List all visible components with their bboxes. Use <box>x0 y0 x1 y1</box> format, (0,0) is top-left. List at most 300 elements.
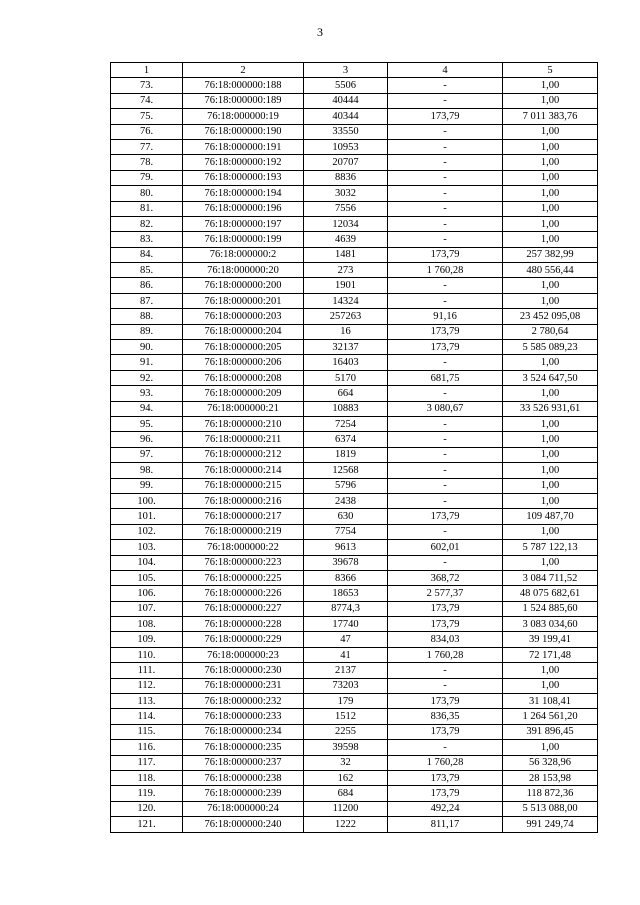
cadastral-number-cell: 76:18:000000:203 <box>183 309 304 324</box>
rate-cell: - <box>388 663 503 678</box>
table-row <box>111 740 598 755</box>
table-row <box>111 447 598 462</box>
area-cell: 73203 <box>304 678 388 693</box>
area-cell: 20707 <box>304 155 388 170</box>
value-cell: 1,00 <box>503 78 598 93</box>
table-row <box>111 493 598 508</box>
area-cell: 5796 <box>304 478 388 493</box>
row-index-cell: 119. <box>111 786 183 801</box>
row-index-cell: 120. <box>111 801 183 816</box>
area-cell: 2438 <box>304 493 388 508</box>
cadastral-number-cell: 76:18:000000:22 <box>183 540 304 555</box>
rate-cell: - <box>388 493 503 508</box>
cadastral-number-cell: 76:18:000000:214 <box>183 463 304 478</box>
row-index-cell: 74. <box>111 93 183 108</box>
value-cell: 5 585 089,23 <box>503 340 598 355</box>
table-row <box>111 817 598 832</box>
table-row <box>111 124 598 139</box>
area-cell: 257263 <box>304 309 388 324</box>
area-cell: 39678 <box>304 555 388 570</box>
table-row <box>111 478 598 493</box>
table-row <box>111 324 598 339</box>
table-row <box>111 724 598 739</box>
value-cell: 1,00 <box>503 232 598 247</box>
rate-cell: 1 760,28 <box>388 647 503 662</box>
rate-cell: - <box>388 416 503 431</box>
cadastral-number-cell: 76:18:000000:191 <box>183 139 304 154</box>
value-cell: 1,00 <box>503 386 598 401</box>
cadastral-number-cell: 76:18:000000:240 <box>183 817 304 832</box>
value-cell: 1,00 <box>503 155 598 170</box>
table-row <box>111 247 598 262</box>
value-cell: 48 075 682,61 <box>503 586 598 601</box>
rate-cell: 1 760,28 <box>388 755 503 770</box>
row-index-cell: 86. <box>111 278 183 293</box>
cadastral-number-cell: 76:18:000000:211 <box>183 432 304 447</box>
cadastral-number-cell: 76:18:000000:226 <box>183 586 304 601</box>
cadastral-number-cell: 76:18:000000:233 <box>183 709 304 724</box>
rate-cell: 811,17 <box>388 817 503 832</box>
value-cell: 2 780,64 <box>503 324 598 339</box>
row-index-cell: 94. <box>111 401 183 416</box>
table-row <box>111 570 598 585</box>
table-row <box>111 678 598 693</box>
value-cell: 1,00 <box>503 293 598 308</box>
table-row <box>111 555 598 570</box>
row-index-cell: 117. <box>111 755 183 770</box>
cadastral-number-cell: 76:18:000000:19 <box>183 109 304 124</box>
row-index-cell: 90. <box>111 340 183 355</box>
area-cell: 47 <box>304 632 388 647</box>
area-cell: 8836 <box>304 170 388 185</box>
value-cell: 109 487,70 <box>503 509 598 524</box>
rate-cell: 173,79 <box>388 340 503 355</box>
table-row <box>111 216 598 231</box>
cadastral-number-cell: 76:18:000000:217 <box>183 509 304 524</box>
row-index-cell: 76. <box>111 124 183 139</box>
column-number-3: 3 <box>304 63 388 78</box>
row-index-cell: 113. <box>111 694 183 709</box>
rate-cell: 681,75 <box>388 370 503 385</box>
cadastral-number-cell: 76:18:000000:210 <box>183 416 304 431</box>
cadastral-number-cell: 76:18:000000:188 <box>183 78 304 93</box>
cadastral-number-cell: 76:18:000000:200 <box>183 278 304 293</box>
value-cell: 1,00 <box>503 201 598 216</box>
row-index-cell: 114. <box>111 709 183 724</box>
cadastral-number-cell: 76:18:000000:201 <box>183 293 304 308</box>
cadastral-number-cell: 76:18:000000:196 <box>183 201 304 216</box>
value-cell: 3 084 711,52 <box>503 570 598 585</box>
value-cell: 991 249,74 <box>503 817 598 832</box>
area-cell: 1901 <box>304 278 388 293</box>
area-cell: 9613 <box>304 540 388 555</box>
area-cell: 664 <box>304 386 388 401</box>
row-index-cell: 75. <box>111 109 183 124</box>
cadastral-number-cell: 76:18:000000:23 <box>183 647 304 662</box>
row-index-cell: 110. <box>111 647 183 662</box>
table-row <box>111 293 598 308</box>
area-cell: 33550 <box>304 124 388 139</box>
row-index-cell: 78. <box>111 155 183 170</box>
table-row <box>111 109 598 124</box>
rate-cell: - <box>388 186 503 201</box>
table-row <box>111 355 598 370</box>
area-cell: 684 <box>304 786 388 801</box>
cadastral-number-cell: 76:18:000000:205 <box>183 340 304 355</box>
value-cell: 257 382,99 <box>503 247 598 262</box>
area-cell: 40344 <box>304 109 388 124</box>
rate-cell: - <box>388 278 503 293</box>
value-cell: 1,00 <box>503 186 598 201</box>
table-body <box>111 63 598 833</box>
table-row <box>111 263 598 278</box>
value-cell: 33 526 931,61 <box>503 401 598 416</box>
row-index-cell: 116. <box>111 740 183 755</box>
rate-cell: 173,79 <box>388 617 503 632</box>
area-cell: 1819 <box>304 447 388 462</box>
value-cell: 1,00 <box>503 278 598 293</box>
cadastral-number-cell: 76:18:000000:223 <box>183 555 304 570</box>
value-cell: 1,00 <box>503 663 598 678</box>
table-row <box>111 370 598 385</box>
value-cell: 1,00 <box>503 447 598 462</box>
table-row <box>111 170 598 185</box>
column-number-5: 5 <box>503 63 598 78</box>
rate-cell: - <box>388 478 503 493</box>
table-row <box>111 755 598 770</box>
rate-cell: - <box>388 216 503 231</box>
cadastral-number-cell: 76:18:000000:239 <box>183 786 304 801</box>
value-cell: 31 108,41 <box>503 694 598 709</box>
area-cell: 2255 <box>304 724 388 739</box>
row-index-cell: 111. <box>111 663 183 678</box>
table-header-row <box>111 63 598 78</box>
value-cell: 28 153,98 <box>503 770 598 785</box>
column-number-1: 1 <box>111 63 183 78</box>
cadastral-number-cell: 76:18:000000:204 <box>183 324 304 339</box>
row-index-cell: 87. <box>111 293 183 308</box>
area-cell: 8774,3 <box>304 601 388 616</box>
rate-cell: - <box>388 432 503 447</box>
cadastral-number-cell: 76:18:000000:194 <box>183 186 304 201</box>
row-index-cell: 102. <box>111 524 183 539</box>
value-cell: 1,00 <box>503 493 598 508</box>
cadastral-number-cell: 76:18:000000:209 <box>183 386 304 401</box>
page-number: 3 <box>317 25 323 39</box>
cadastral-number-cell: 76:18:000000:24 <box>183 801 304 816</box>
table-row <box>111 663 598 678</box>
value-cell: 1,00 <box>503 139 598 154</box>
rate-cell: - <box>388 170 503 185</box>
value-cell: 118 872,36 <box>503 786 598 801</box>
rate-cell: 173,79 <box>388 509 503 524</box>
value-cell: 1,00 <box>503 678 598 693</box>
cadastral-number-cell: 76:18:000000:230 <box>183 663 304 678</box>
rate-cell: - <box>388 740 503 755</box>
area-cell: 18653 <box>304 586 388 601</box>
rate-cell: 173,79 <box>388 109 503 124</box>
row-index-cell: 82. <box>111 216 183 231</box>
cadastral-number-cell: 76:18:000000:229 <box>183 632 304 647</box>
table-row <box>111 78 598 93</box>
table-row <box>111 709 598 724</box>
cadastral-number-cell: 76:18:000000:231 <box>183 678 304 693</box>
row-index-cell: 99. <box>111 478 183 493</box>
table-row <box>111 386 598 401</box>
table-row <box>111 647 598 662</box>
row-index-cell: 103. <box>111 540 183 555</box>
cadastral-number-cell: 76:18:000000:225 <box>183 570 304 585</box>
cadastral-number-cell: 76:18:000000:189 <box>183 93 304 108</box>
cadastral-number-cell: 76:18:000000:190 <box>183 124 304 139</box>
cadastral-number-cell: 76:18:000000:216 <box>183 493 304 508</box>
rate-cell: 173,79 <box>388 601 503 616</box>
row-index-cell: 85. <box>111 263 183 278</box>
cadastral-number-cell: 76:18:000000:227 <box>183 601 304 616</box>
rate-cell: - <box>388 124 503 139</box>
row-index-cell: 73. <box>111 78 183 93</box>
value-cell: 1,00 <box>503 216 598 231</box>
area-cell: 162 <box>304 770 388 785</box>
table-row <box>111 617 598 632</box>
table-row <box>111 340 598 355</box>
row-index-cell: 95. <box>111 416 183 431</box>
area-cell: 3032 <box>304 186 388 201</box>
table-row <box>111 432 598 447</box>
row-index-cell: 83. <box>111 232 183 247</box>
table-row <box>111 801 598 816</box>
rate-cell: 602,01 <box>388 540 503 555</box>
row-index-cell: 104. <box>111 555 183 570</box>
area-cell: 273 <box>304 263 388 278</box>
area-cell: 32137 <box>304 340 388 355</box>
column-number-4: 4 <box>388 63 503 78</box>
row-index-cell: 89. <box>111 324 183 339</box>
land-parcels-table <box>110 62 598 833</box>
value-cell: 1,00 <box>503 355 598 370</box>
cadastral-number-cell: 76:18:000000:228 <box>183 617 304 632</box>
area-cell: 4639 <box>304 232 388 247</box>
value-cell: 1,00 <box>503 555 598 570</box>
area-cell: 6374 <box>304 432 388 447</box>
table-row <box>111 694 598 709</box>
cadastral-number-cell: 76:18:000000:234 <box>183 724 304 739</box>
row-index-cell: 81. <box>111 201 183 216</box>
cadastral-number-cell: 76:18:000000:20 <box>183 263 304 278</box>
rate-cell: - <box>388 78 503 93</box>
table-row <box>111 139 598 154</box>
cadastral-number-cell: 76:18:000000:193 <box>183 170 304 185</box>
row-index-cell: 84. <box>111 247 183 262</box>
area-cell: 5506 <box>304 78 388 93</box>
table-row <box>111 278 598 293</box>
value-cell: 23 452 095,08 <box>503 309 598 324</box>
rate-cell: 3 080,67 <box>388 401 503 416</box>
value-cell: 1,00 <box>503 432 598 447</box>
area-cell: 630 <box>304 509 388 524</box>
row-index-cell: 77. <box>111 139 183 154</box>
table-row <box>111 93 598 108</box>
area-cell: 7254 <box>304 416 388 431</box>
rate-cell: 173,79 <box>388 770 503 785</box>
row-index-cell: 91. <box>111 355 183 370</box>
area-cell: 40444 <box>304 93 388 108</box>
row-index-cell: 88. <box>111 309 183 324</box>
rate-cell: - <box>388 139 503 154</box>
row-index-cell: 98. <box>111 463 183 478</box>
cadastral-number-cell: 76:18:000000:237 <box>183 755 304 770</box>
area-cell: 10883 <box>304 401 388 416</box>
rate-cell: 173,79 <box>388 247 503 262</box>
rate-cell: - <box>388 524 503 539</box>
area-cell: 17740 <box>304 617 388 632</box>
table-row <box>111 232 598 247</box>
table-row <box>111 524 598 539</box>
table-row <box>111 540 598 555</box>
area-cell: 7556 <box>304 201 388 216</box>
value-cell: 1,00 <box>503 170 598 185</box>
value-cell: 1 264 561,20 <box>503 709 598 724</box>
value-cell: 1,00 <box>503 463 598 478</box>
value-cell: 5 513 088,00 <box>503 801 598 816</box>
rate-cell: - <box>388 93 503 108</box>
cadastral-number-cell: 76:18:000000:212 <box>183 447 304 462</box>
cadastral-number-cell: 76:18:000000:2 <box>183 247 304 262</box>
area-cell: 41 <box>304 647 388 662</box>
area-cell: 32 <box>304 755 388 770</box>
table-row <box>111 786 598 801</box>
area-cell: 5170 <box>304 370 388 385</box>
rate-cell: - <box>388 155 503 170</box>
table-row <box>111 586 598 601</box>
table-row <box>111 509 598 524</box>
rate-cell: - <box>388 232 503 247</box>
area-cell: 39598 <box>304 740 388 755</box>
area-cell: 8366 <box>304 570 388 585</box>
value-cell: 1,00 <box>503 478 598 493</box>
row-index-cell: 106. <box>111 586 183 601</box>
rate-cell: - <box>388 355 503 370</box>
row-index-cell: 96. <box>111 432 183 447</box>
row-index-cell: 107. <box>111 601 183 616</box>
value-cell: 1,00 <box>503 740 598 755</box>
area-cell: 1481 <box>304 247 388 262</box>
value-cell: 3 524 647,50 <box>503 370 598 385</box>
rate-cell: 173,79 <box>388 786 503 801</box>
rate-cell: 173,79 <box>388 694 503 709</box>
table-row <box>111 416 598 431</box>
value-cell: 56 328,96 <box>503 755 598 770</box>
value-cell: 391 896,45 <box>503 724 598 739</box>
row-index-cell: 97. <box>111 447 183 462</box>
row-index-cell: 100. <box>111 493 183 508</box>
row-index-cell: 93. <box>111 386 183 401</box>
value-cell: 5 787 122,13 <box>503 540 598 555</box>
table-row <box>111 401 598 416</box>
value-cell: 7 011 383,76 <box>503 109 598 124</box>
rate-cell: 2 577,37 <box>388 586 503 601</box>
area-cell: 1512 <box>304 709 388 724</box>
table-row <box>111 186 598 201</box>
table-row <box>111 201 598 216</box>
row-index-cell: 92. <box>111 370 183 385</box>
area-cell: 16 <box>304 324 388 339</box>
rate-cell: - <box>388 447 503 462</box>
cadastral-number-cell: 76:18:000000:192 <box>183 155 304 170</box>
row-index-cell: 118. <box>111 770 183 785</box>
area-cell: 16403 <box>304 355 388 370</box>
area-cell: 179 <box>304 694 388 709</box>
rate-cell: - <box>388 201 503 216</box>
rate-cell: - <box>388 386 503 401</box>
cadastral-number-cell: 76:18:000000:197 <box>183 216 304 231</box>
cadastral-number-cell: 76:18:000000:21 <box>183 401 304 416</box>
area-cell: 11200 <box>304 801 388 816</box>
cadastral-number-cell: 76:18:000000:206 <box>183 355 304 370</box>
row-index-cell: 109. <box>111 632 183 647</box>
row-index-cell: 121. <box>111 817 183 832</box>
rate-cell: - <box>388 555 503 570</box>
cadastral-number-cell: 76:18:000000:219 <box>183 524 304 539</box>
area-cell: 7754 <box>304 524 388 539</box>
row-index-cell: 79. <box>111 170 183 185</box>
value-cell: 39 199,41 <box>503 632 598 647</box>
rate-cell: - <box>388 463 503 478</box>
rate-cell: 173,79 <box>388 324 503 339</box>
table-row <box>111 601 598 616</box>
rate-cell: - <box>388 293 503 308</box>
value-cell: 1,00 <box>503 124 598 139</box>
area-cell: 14324 <box>304 293 388 308</box>
row-index-cell: 105. <box>111 570 183 585</box>
value-cell: 480 556,44 <box>503 263 598 278</box>
value-cell: 72 171,48 <box>503 647 598 662</box>
area-cell: 10953 <box>304 139 388 154</box>
rate-cell: 173,79 <box>388 724 503 739</box>
table-row <box>111 309 598 324</box>
area-cell: 12034 <box>304 216 388 231</box>
row-index-cell: 108. <box>111 617 183 632</box>
rate-cell: 91,16 <box>388 309 503 324</box>
cadastral-number-cell: 76:18:000000:215 <box>183 478 304 493</box>
area-cell: 12568 <box>304 463 388 478</box>
value-cell: 1 524 885,60 <box>503 601 598 616</box>
table-row <box>111 463 598 478</box>
table-row <box>111 770 598 785</box>
column-number-2: 2 <box>183 63 304 78</box>
table-row <box>111 632 598 647</box>
row-index-cell: 115. <box>111 724 183 739</box>
cadastral-number-cell: 76:18:000000:238 <box>183 770 304 785</box>
row-index-cell: 101. <box>111 509 183 524</box>
area-cell: 1222 <box>304 817 388 832</box>
rate-cell: 834,03 <box>388 632 503 647</box>
area-cell: 2137 <box>304 663 388 678</box>
table-row <box>111 155 598 170</box>
value-cell: 1,00 <box>503 416 598 431</box>
value-cell: 1,00 <box>503 524 598 539</box>
row-index-cell: 80. <box>111 186 183 201</box>
rate-cell: - <box>388 678 503 693</box>
rate-cell: 1 760,28 <box>388 263 503 278</box>
rate-cell: 836,35 <box>388 709 503 724</box>
row-index-cell: 112. <box>111 678 183 693</box>
value-cell: 3 083 034,60 <box>503 617 598 632</box>
cadastral-number-cell: 76:18:000000:208 <box>183 370 304 385</box>
cadastral-number-cell: 76:18:000000:235 <box>183 740 304 755</box>
rate-cell: 368,72 <box>388 570 503 585</box>
value-cell: 1,00 <box>503 93 598 108</box>
